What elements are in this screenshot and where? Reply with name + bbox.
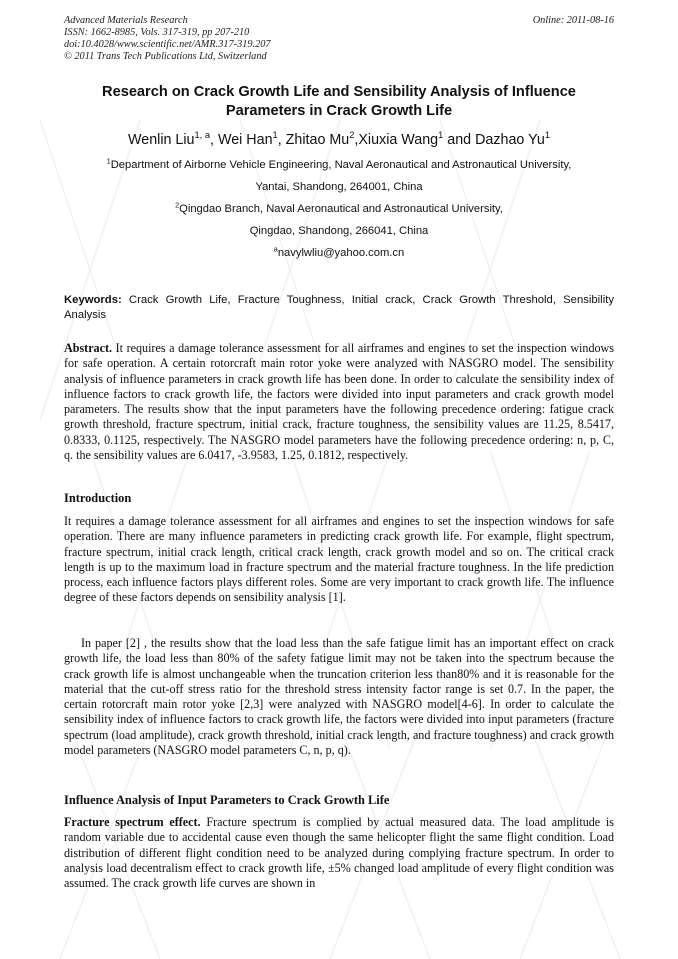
fracture-spectrum-paragraph [64, 815, 614, 891]
keywords-text: Crack Growth Life, Fracture Toughness, Initial crack, Crack Growth Threshold, Sensibility Analysis [64, 294, 614, 321]
online-date: Online: 2011-08-16 [532, 15, 614, 26]
doi-line: doi:10.4028/www.scientific.net/AMR.317-319.207 [64, 39, 271, 50]
section-heading-introduction: Introduction [64, 491, 132, 505]
abstract-label: Abstract. [64, 341, 113, 355]
affiliation-1-line-2: Yantai, Shandong, 264001, China [255, 181, 423, 193]
affiliation-2-line-1: $^2$Qingdao Branch, Naval Aeronautical and Astronautical University, [175, 200, 503, 215]
author: Wenlin Liu$^{1, a}$, [128, 130, 218, 148]
affiliation-1-line-1: $^1$Department of Airborne Vehicle Engineering, Naval Aeronautical and Astronautical University, [106, 156, 572, 171]
journal-name: Advanced Materials Research [64, 15, 188, 26]
keywords-label: Keywords: [64, 294, 122, 306]
email-address[interactable]: navylwliu@yahoo.com.cn [277, 247, 405, 259]
abstract [64, 341, 614, 463]
issn-line: ISSN: 1662-8985, Vols. 317-319, pp 207-210 [64, 27, 250, 38]
section-heading-influence-analysis: Influence Analysis of Input Parameters to Crack Growth Life [64, 793, 390, 807]
fracture-spectrum-label: Fracture spectrum effect. [64, 815, 201, 829]
author: Xiuxia Wang$^1$ and [358, 130, 476, 148]
fracture-spectrum-text: Fracture spectrum is complied by actual measured data. The load amplitude is random variable due to accidental cause even though the same helicopter flight the same flight condition. Load distribution of different flight condition need to be analyzed during complying fracture spectrum. In order to analysis load decentralism effect to crack growth life, ±5% changed load amplitude of every flight condition was assumed. The crack growth life curves are shown in [64, 815, 615, 891]
keywords [64, 293, 614, 323]
copyright-line: © 2011 Trans Tech Publications Ltd, Switzerland [64, 51, 267, 62]
title-line-2: Parameters in Crack Growth Life [225, 103, 453, 119]
abstract-text: It requires a damage tolerance assessment for all airframes and engines to set the inspection windows for safe operation. A certain rotorcraft main rotor yoke were analyzed with NASGRO model. The sensibility analysis of influence parameters in crack growth life has been done. In order to calculate the sensibility index of influence factors to crack growth life, the factors were divided into input parameters and crack growth model parameters. The results show that the input parameters have the following precedence ordering: fatigue crack growth threshold, fracture spectrum, initial crack, fracture toughness, the sensibility values are 11.25, 8.5417, 0.8333, 0.1125, respectively. The NASGRO model parameters have the following precedence ordering: n, p, C, q. the sensibility values are 6.0417, -3.9583, 1.25, 0.1812, respectively. [64, 341, 614, 463]
intro-paragraph-1: It requires a damage tolerance assessment for all airframes and engines to set the inspection windows for safe operation. There are many influence parameters in predicting crack growth life. For example, flight spectrum, fracture spectrum, initial crack length, critical crack length, crack growth model and so on. The critical crack length is up to the maximum load in fracture spectrum and the material fracture toughness. In the life prediction process, each influence factors plays different roles. Some are very important to crack growth life. The influence degree of these factors depends on sensibility analysis [1]. [64, 514, 614, 605]
affiliation-2-line-2: Qingdao, Shandong, 266041, China [249, 225, 429, 237]
title-line-1: Research on Crack Growth Life and Sensibility Analysis of Influence [102, 84, 576, 100]
paper-title [64, 83, 614, 121]
intro-paragraph-2: In paper [2] , the results show that the load less than the safe fatigue limit has an important effect on crack growth life, the load less than 80% of the safety fatigue limit may not be taken into the spectrum because the crack growth life is almost unchangeable when the truncation criterion less than80% and it is reasonable for the material that the cut-off stress ratio for the threshold stress intensity factor range is set 0.7. In the paper, the certain rotorcraft main rotor yoke [2,3] were analyzed with NASGRO model[4-6]. In order to calculate the sensibility index of influence factors to crack growth life, the factors were divided into input parameters (fracture spectrum (load amplitude), crack growth threshold, initial crack length, and fracture toughness) and crack growth model parameters (NASGRO model parameters C, n, p, q). [64, 636, 614, 758]
author-list [64, 131, 614, 149]
email-line: $^a$navylwliu@yahoo.com.cn [273, 244, 405, 259]
journal-header [64, 15, 271, 63]
author: Dazhao Yu$^1$ [475, 130, 550, 148]
author: Zhitao Mu$^2$, [285, 130, 359, 148]
author: Wei Han$^1$, [217, 130, 286, 148]
